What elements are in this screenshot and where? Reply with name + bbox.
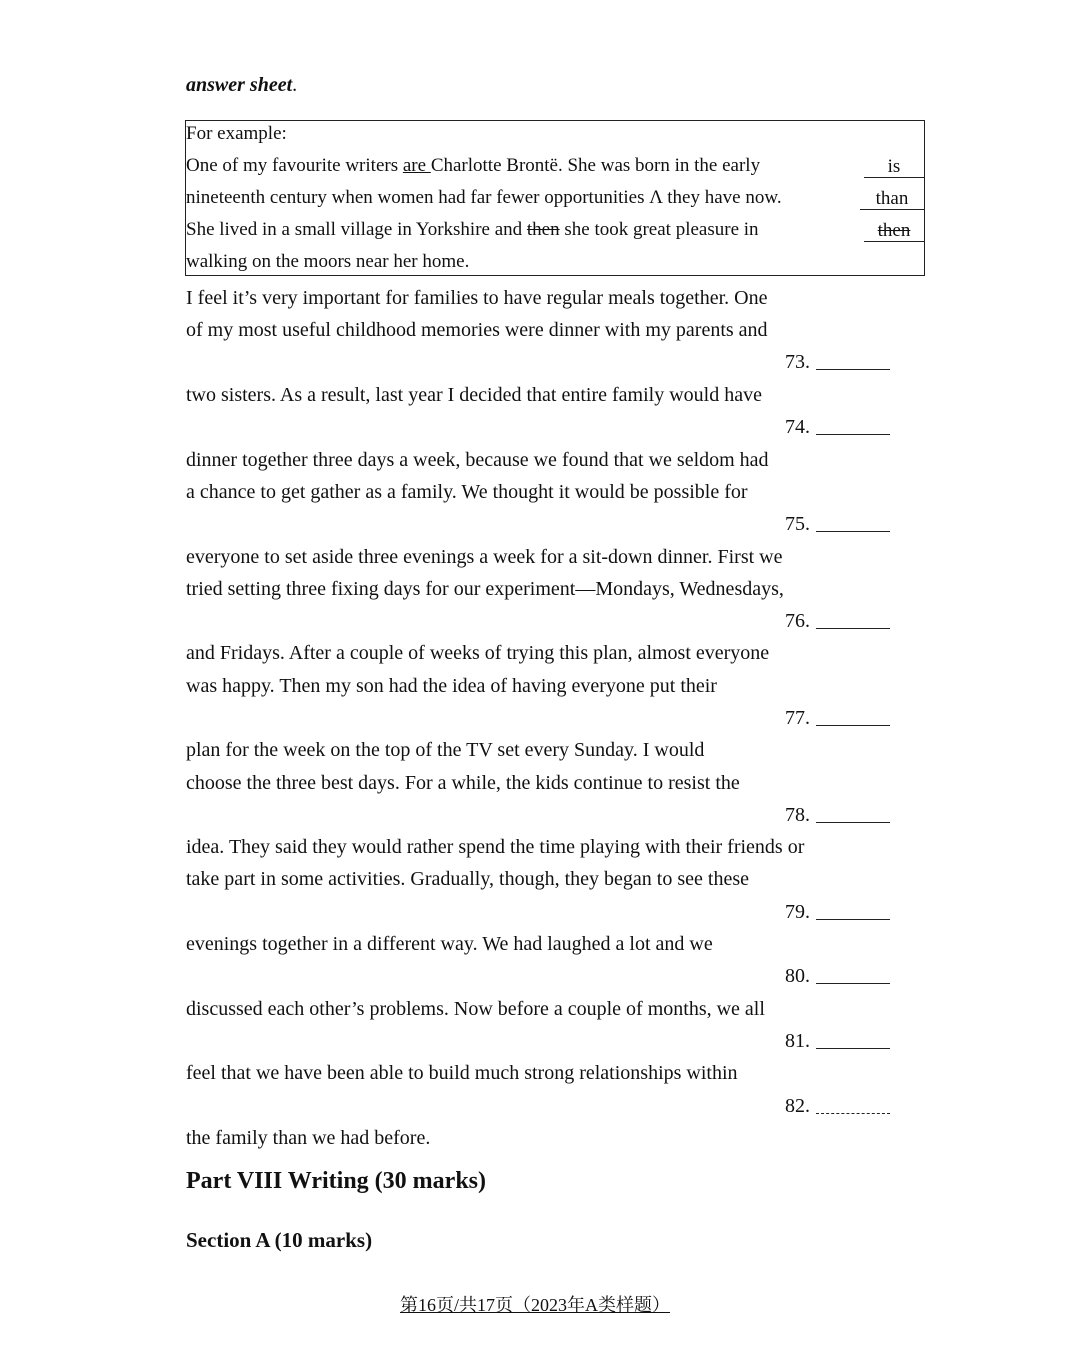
passage-line: choose the three best days. For a while, the kids continue to resist the xyxy=(186,772,740,794)
answer-blank-78[interactable]: 78. xyxy=(785,804,890,827)
passage-line: two sisters. As a result, last year I decided that entire family would have xyxy=(186,384,762,406)
passage-line: the family than we had before. xyxy=(186,1127,431,1149)
passage-line: everyone to set aside three evenings a week for a sit-down dinner. First we xyxy=(186,546,783,568)
example-answer-1: is xyxy=(864,157,924,178)
passage-line: take part in some activities. Gradually, though, they began to see these xyxy=(186,868,749,890)
passage-line: discussed each other’s problems. Now before a couple of months, we all xyxy=(186,998,765,1020)
answer-blank-79[interactable]: 79. xyxy=(785,901,890,924)
passage-line: idea. They said they would rather spend the time playing with their friends or xyxy=(186,836,805,858)
example-line-4: walking on the moors near her home. xyxy=(186,251,470,272)
section-title: Section A (10 marks) xyxy=(186,1228,373,1252)
answer-blank-75[interactable]: 75. xyxy=(785,513,890,536)
passage-line: tried setting three fixing days for our experiment—Mondays, Wednesdays, xyxy=(186,578,784,600)
answer-blank-82[interactable]: 82. xyxy=(785,1095,890,1118)
answer-blank-74[interactable]: 74. xyxy=(785,416,890,439)
example-answer-3: then xyxy=(864,221,924,242)
passage-line: plan for the week on the top of the TV set every Sunday. I would xyxy=(186,739,705,761)
part-title: Part VIII Writing (30 marks) xyxy=(186,1168,486,1194)
passage-line: and Fridays. After a couple of weeks of trying this plan, almost everyone xyxy=(186,642,770,664)
passage-line: a chance to get gather as a family. We thought it would be possible for xyxy=(186,481,748,503)
answer-blank-76[interactable]: 76. xyxy=(785,610,890,633)
passage-line: evenings together in a different way. We had laughed a lot and we xyxy=(186,933,713,955)
example-line-2: nineteenth century when women had far fewer opportunities Λ they have now. xyxy=(186,187,782,208)
passage-line: dinner together three days a week, because we found that we seldom had xyxy=(186,449,769,471)
answer-blank-77[interactable]: 77. xyxy=(785,707,890,730)
answer-sheet-heading: answer sheet. xyxy=(186,74,298,96)
example-label: For example: xyxy=(186,123,287,144)
answer-blank-73[interactable]: 73. xyxy=(785,351,890,374)
passage-line: was happy. Then my son had the idea of having everyone put their xyxy=(186,675,717,697)
answer-blank-80[interactable]: 80. xyxy=(785,965,890,988)
example-line-1: One of my favourite writers are Charlotte Brontë. She was born in the early xyxy=(186,155,761,176)
page-footer: 第16页/共17页（2023年A类样题） xyxy=(400,1295,670,1315)
example-line-3: She lived in a small village in Yorkshire and then she took great pleasure in xyxy=(186,219,759,240)
passage-line: I feel it’s very important for families to have regular meals together. One xyxy=(186,287,768,309)
example-answer-2: than xyxy=(860,189,924,210)
example-box xyxy=(185,120,925,276)
passage-line: feel that we have been able to build much strong relationships within xyxy=(186,1062,738,1084)
answer-blank-81[interactable]: 81. xyxy=(785,1030,890,1053)
passage-line: of my most useful childhood memories were dinner with my parents and xyxy=(186,319,768,341)
